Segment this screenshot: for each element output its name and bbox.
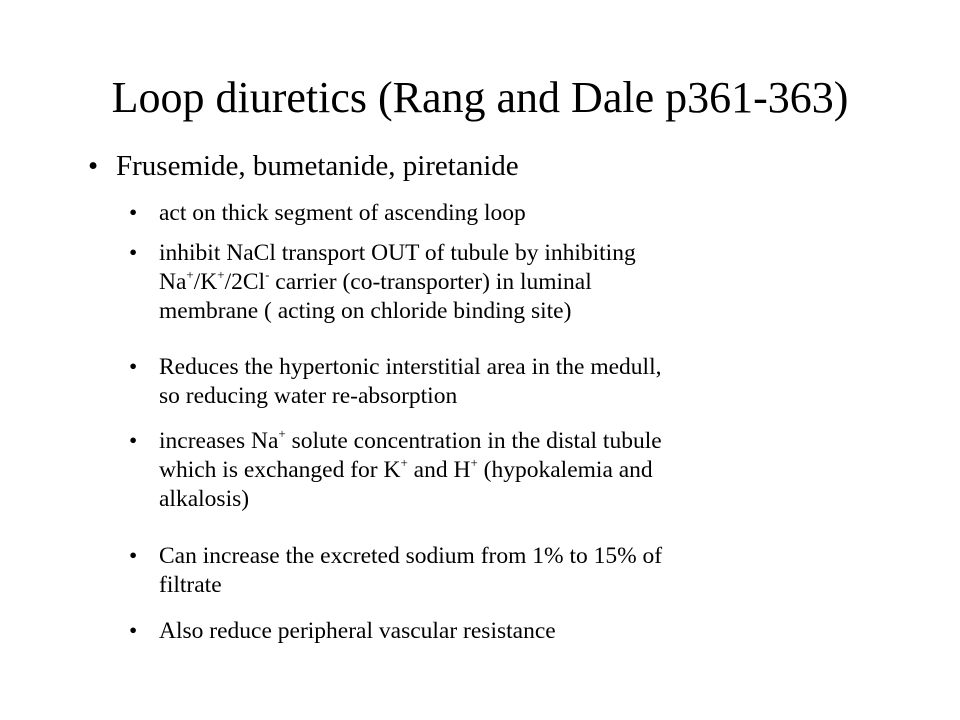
- sub-point-3-line-1: Reduces the hypertonic interstitial area in the medull,: [159, 354, 662, 380]
- sub-point-5-line-1: Can increase the excreted sodium from 1% to 15% of: [159, 543, 663, 569]
- bullet-icon: •: [88, 150, 99, 182]
- sub-point-4-line-1: increases Na+ solute concentration in the distal tubule: [159, 426, 662, 454]
- sub-point-4-line-3: alkalosis): [159, 486, 250, 512]
- sub-point-6-line-1: Also reduce peripheral vascular resistance: [159, 618, 556, 644]
- sub-point-4-line-2: which is exchanged for K+ and H+ (hypokalemia and: [159, 455, 653, 483]
- bullet-icon: •: [129, 618, 138, 644]
- bullet-icon: •: [129, 200, 138, 226]
- sub-point-1-line-1: act on thick segment of ascending loop: [159, 200, 526, 226]
- slide-title: Loop diuretics (Rang and Dale p361-363): [111, 73, 849, 122]
- bullet-icon: •: [129, 543, 138, 569]
- sub-point-2-line-3: membrane ( acting on chloride binding site): [159, 298, 572, 324]
- bullet-icon: •: [129, 240, 138, 266]
- sub-point-3-line-2: so reducing water re-absorption: [159, 383, 458, 409]
- sub-point-2-line-1: inhibit NaCl transport OUT of tubule by inhibiting: [159, 240, 636, 266]
- sub-point-5-line-2: filtrate: [159, 572, 222, 598]
- bullet-icon: •: [129, 428, 138, 454]
- main-point-text: Frusemide, bumetanide, piretanide: [116, 150, 519, 182]
- sub-point-2-line-2: Na+/K+/2Cl- carrier (co-transporter) in luminal: [159, 267, 592, 295]
- bullet-icon: •: [129, 354, 138, 380]
